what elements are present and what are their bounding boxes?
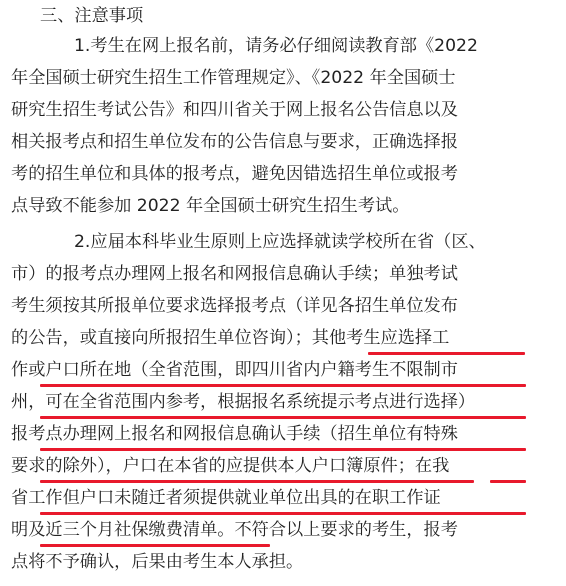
highlight-underline — [40, 480, 474, 483]
paragraph-line: 考生须按其所报单位要求选择报考点（详见各招生单位发布 — [11, 296, 458, 316]
paragraph-line: 州，可在全省范围内参考，根据报名系统提示考点进行选择） — [11, 392, 476, 412]
paragraph-line: 要求的除外），户口在本省的应提供本人户口簿原件；在我 — [11, 456, 450, 476]
paragraph-line: 省工作但户口未随迁者须提供就业单位出具的在职工作证 — [11, 488, 441, 508]
highlight-underline — [40, 416, 526, 419]
highlight-underline — [40, 384, 526, 387]
highlight-underline — [40, 448, 526, 451]
highlight-underline — [368, 352, 525, 355]
highlight-underline — [40, 512, 526, 515]
paragraph-line: 报考点办理网上报名和网报信息确认手续（招生单位有特殊 — [11, 424, 458, 444]
paragraph-line: 的公告，或直接向所报招生单位咨询）；其他考生应选择工 — [11, 328, 450, 348]
paragraph-line: 考的招生单位和具体的报考点，避免因错选招生单位或报考 — [11, 164, 458, 184]
paragraph-line: 1.考生在网上报名前，请务必仔细阅读教育部《2022 — [74, 36, 478, 56]
paragraph-line: 2.应届本科毕业生原则上应选择就读学校所在省（区、 — [74, 232, 486, 252]
section-heading: 三、注意事项 — [40, 6, 144, 26]
paragraph-line: 作或户口所在地（全省范围，即四川省内户籍考生不限制市 — [11, 360, 458, 380]
paragraph-line: 相关报考点和招生单位发布的公告信息与要求，正确选择报 — [11, 132, 458, 152]
paragraph-line: 市）的报考点办理网上报名和网报信息确认手续；单独考试 — [11, 264, 458, 284]
paragraph-line: 明及近三个月社保缴费清单。不符合以上要求的考生，报考 — [11, 520, 458, 540]
highlight-underline — [40, 544, 270, 547]
paragraph-line: 年全国硕士研究生招生工作管理规定》、《2022 年全国硕士 — [11, 68, 456, 88]
highlight-underline — [490, 480, 526, 483]
paragraph-line: 点将不予确认，后果由考生本人承担。 — [11, 552, 304, 572]
paragraph-line: 研究生招生考试公告》和四川省关于网上报名公告信息以及 — [11, 100, 458, 120]
paragraph-line: 点导致不能参加 2022 年全国硕士研究生招生考试。 — [11, 196, 410, 216]
